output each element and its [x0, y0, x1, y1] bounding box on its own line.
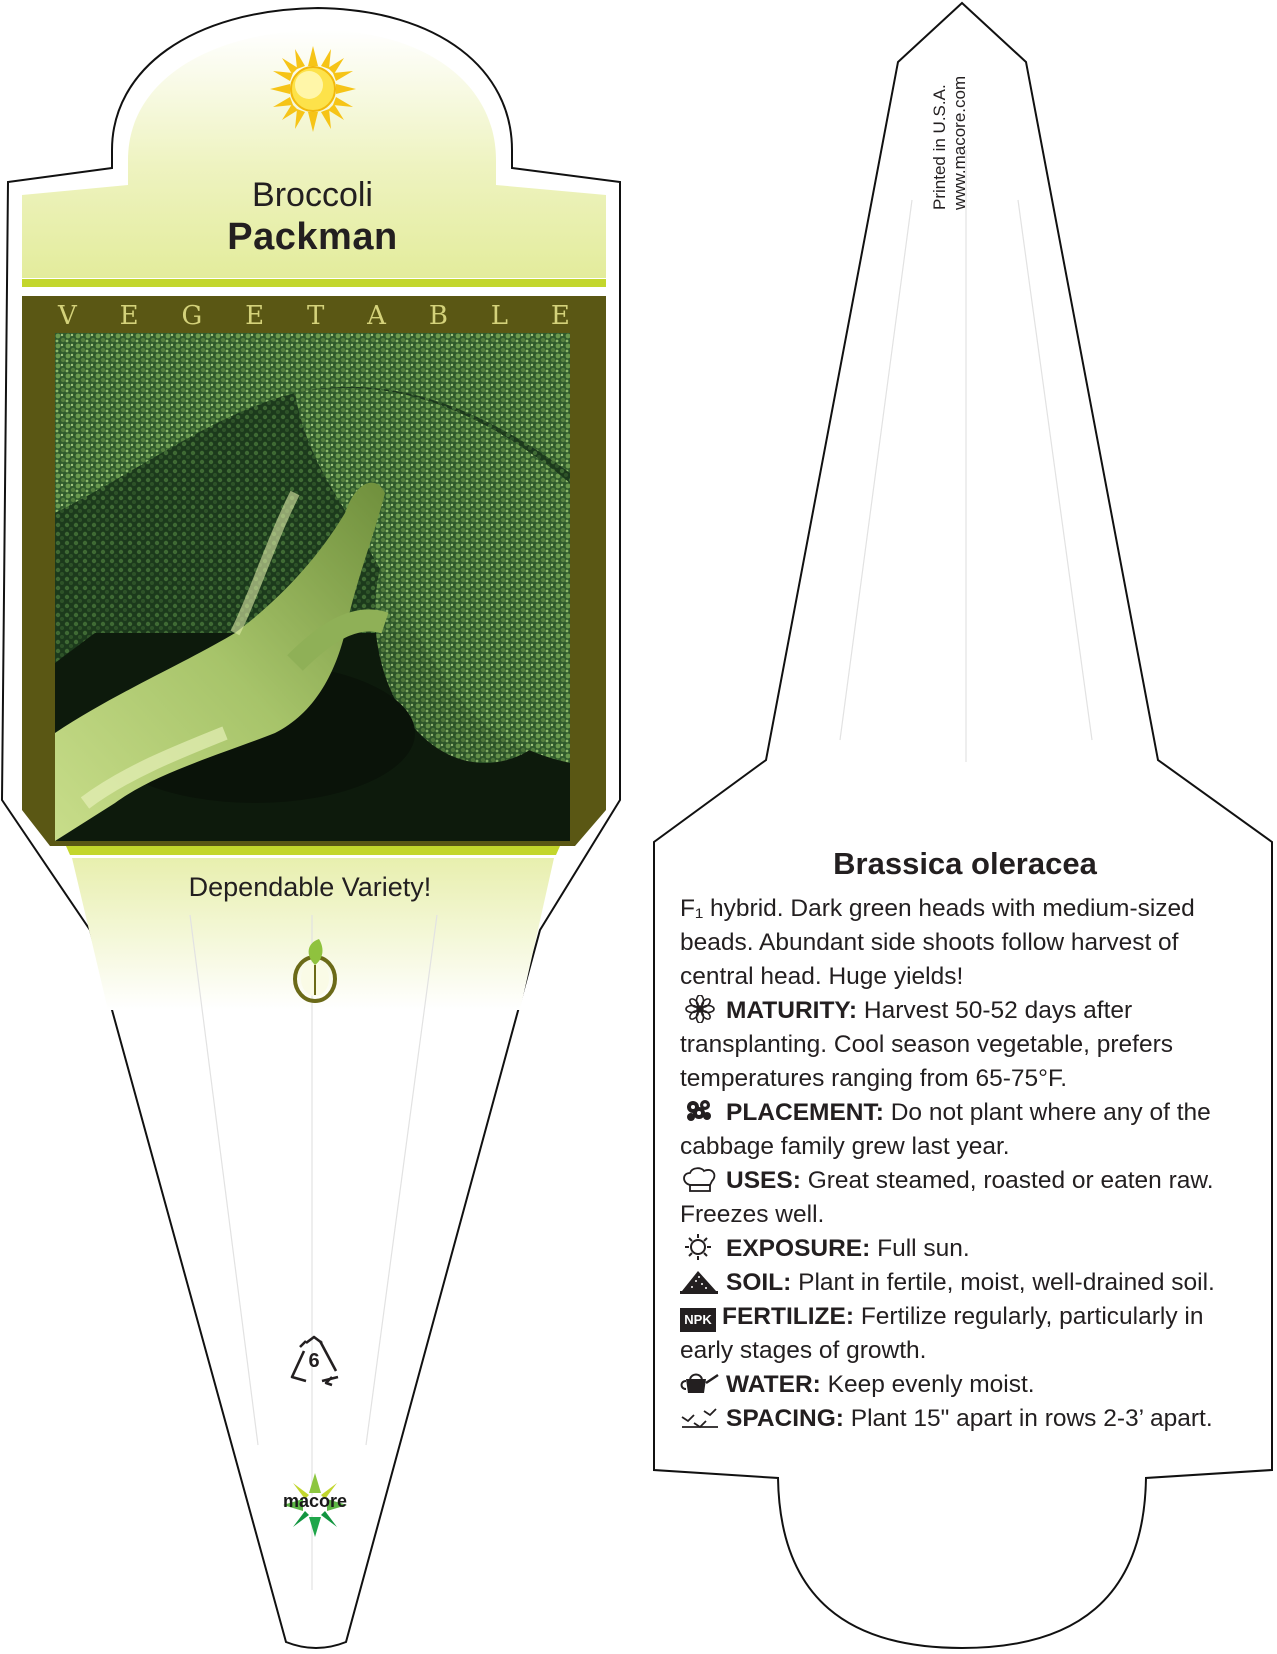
section-label: SOIL:: [726, 1269, 792, 1296]
category-letter: B: [428, 301, 448, 331]
section-text: Keep evenly moist.: [820, 1371, 1035, 1398]
category-letter: T: [306, 301, 325, 331]
printer-info: [930, 40, 970, 210]
section-text: Full sun.: [870, 1235, 970, 1262]
category-banner: [22, 296, 606, 336]
section-placement: [680, 1096, 1250, 1164]
recycle-code: 6: [308, 1350, 320, 1372]
sun-icon: [268, 44, 358, 134]
section-text: Fertilize regularly, particularly in early stages of growth.: [680, 1303, 1204, 1364]
section-soil: [680, 1266, 1250, 1300]
section-uses: [680, 1164, 1250, 1232]
section-label: WATER:: [726, 1371, 821, 1398]
printed-in: Printed in U.S.A.: [930, 84, 949, 210]
sprout-icon: [285, 935, 345, 1005]
section-water: [680, 1368, 1250, 1402]
section-text: Harvest 50-52 days after transplanting. Cool season vegetable, prefers temperatures ranging from 65-75°F.: [680, 997, 1174, 1092]
section-label: PLACEMENT:: [726, 1099, 884, 1126]
flower-icon: [680, 995, 720, 1023]
section-fertilize: [680, 1300, 1250, 1368]
sun-outline-icon: [680, 1233, 720, 1261]
spacing-icon: [680, 1403, 720, 1431]
section-text: Plant in fertile, moist, well-drained soil.: [791, 1269, 1215, 1296]
intro-text: F₁ hybrid. Dark green heads with medium-sized beads. Abundant side shoots follow harvest of central head. Huge yields!: [680, 895, 1195, 990]
watering-can-icon: [680, 1369, 720, 1397]
section-exposure: [680, 1232, 1250, 1266]
section-text: Do not plant where any of the cabbage family grew last year.: [680, 1099, 1211, 1160]
category-letter: E: [119, 301, 139, 331]
npk-icon: NPK: [680, 1308, 716, 1332]
category-letter: E: [550, 301, 570, 331]
plants-icon: [680, 1097, 720, 1125]
brand-name: macore: [282, 1491, 348, 1511]
common-name: Broccoli: [252, 176, 373, 214]
section-text: Great steamed, roasted or eaten raw. Freezes well.: [680, 1167, 1214, 1228]
section-label: EXPOSURE:: [726, 1235, 871, 1262]
section-spacing: [680, 1402, 1250, 1436]
tagline: Dependable Variety!: [188, 872, 432, 902]
category-letter: A: [367, 301, 386, 331]
soil-icon: [680, 1267, 720, 1295]
category-letter: E: [245, 301, 265, 331]
variety-name: Packman: [227, 216, 398, 258]
lime-stripe-bottom: [66, 846, 560, 855]
lime-stripe-top: [22, 279, 606, 287]
category-letter: G: [181, 301, 203, 331]
category-letter: L: [490, 301, 509, 331]
section-label: FERTILIZE:: [722, 1303, 855, 1330]
category-letter: V: [58, 301, 77, 331]
botanical-name: Brassica oleracea: [833, 846, 1097, 881]
section-label: MATURITY:: [726, 997, 858, 1024]
section-label: USES:: [726, 1167, 801, 1194]
chef-hat-icon: [680, 1165, 720, 1193]
description-block: [680, 892, 1250, 1436]
section-maturity: [680, 994, 1250, 1096]
website-url: www.macore.com: [950, 75, 969, 210]
section-text: Plant 15" apart in rows 2-3’ apart.: [843, 1405, 1213, 1432]
section-label: SPACING:: [726, 1405, 844, 1432]
broccoli-photo: [55, 333, 570, 841]
